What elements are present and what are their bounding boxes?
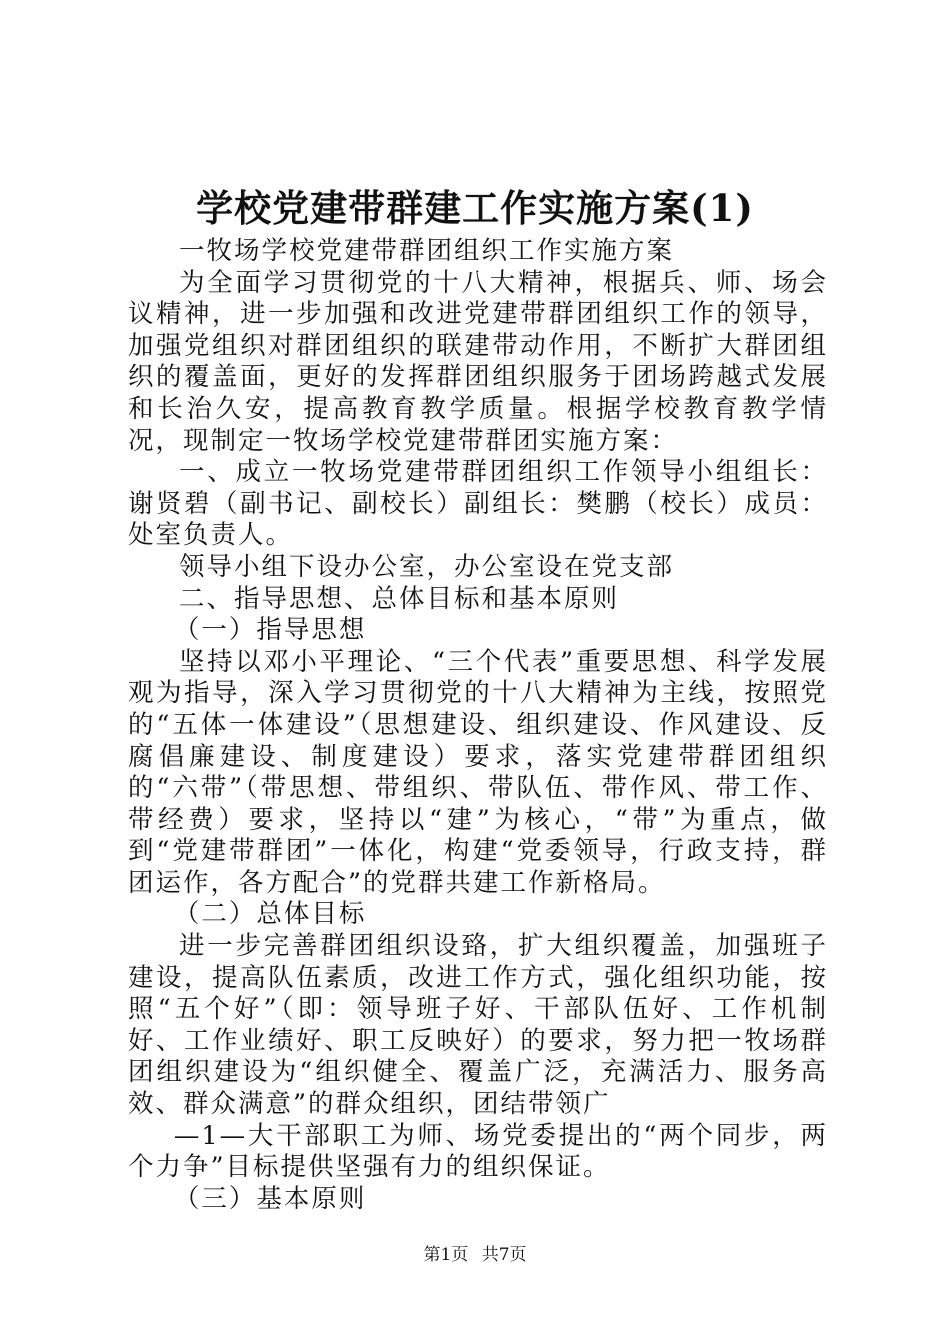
heading-overall-goal: （二）总体目标 — [173, 899, 367, 930]
page-count: 共7页 — [481, 1245, 527, 1265]
page-footer — [0, 1243, 950, 1267]
paragraph-subtitle: 一牧场学校党建带群团组织工作实施方案 — [179, 236, 675, 266]
page-number: 第1页 — [423, 1245, 469, 1265]
paragraph-goal-continued: —1—大干部职工为师、场党委提出的“两个同步，两个力争”目标提供坚强有力的组织保证。 — [128, 1120, 828, 1183]
paragraph-guiding-thought: 坚持以邓小平理论、“三个代表”重要思想、科学发展观为指导，深入学习贯彻党的十八大精神为主线，按照党的“五体一体建设”（思想建设、组织建设、作风建设、反腐倡廉建设、制度建设）要求，落实党建带群团组织的“六带”（带思想、带组织、带队伍、带作风、带工作、带经费）要求，坚持以“建”为核心，“带”为重点，做到“党建带群团”一体化，构建“党委领导，行政支持，群团运作，各方配合”的党群共建工作新格局。 — [128, 646, 828, 898]
paragraph-office: 领导小组下设办公室，办公室设在党支部 — [179, 551, 675, 582]
paragraph-section-one: 一、成立一牧场党建带群团组织工作领导小组组长：谢贤碧（副书记、副校长）副组长：樊鹏（校长）成员：处室负责人。 — [128, 457, 828, 551]
paragraph-intro: 为全面学习贯彻党的十八大精神，根据兵、师、场会议精神，进一步加强和改进党建带群团组织工作的领导，加强党组织对群团组织的联建带动作用，不断扩大群团组织的覆盖面，更好的发挥群团组织服务于团场跨越式发展和长治久安，提高教育教学质量。根据学校教育教学情况，现制定一牧场学校党建带群团实施方案： — [128, 267, 828, 456]
heading-basic-principles: （三）基本原则 — [173, 1183, 367, 1214]
heading-guiding-thought: （一）指导思想 — [173, 615, 367, 646]
paragraph-overall-goal: 进一步完善群团组织设臵，扩大组织覆盖，加强班子建设，提高队伍素质，改进工作方式，强化组织功能，按照“五个好”（即：领导班子好、干部队伍好、工作机制好、工作业绩好、职工反映好）的要求，努力把一牧场群团组织建设为“组织健全、覆盖广泛，充满活力、服务高效、群众满意”的群众组织，团结带领广 — [128, 931, 828, 1120]
heading-section-two: 二、指导思想、总体目标和基本原则 — [179, 583, 620, 614]
document-title: 学校党建带群建工作实施方案(1) — [196, 186, 754, 230]
document-body — [128, 236, 828, 1215]
